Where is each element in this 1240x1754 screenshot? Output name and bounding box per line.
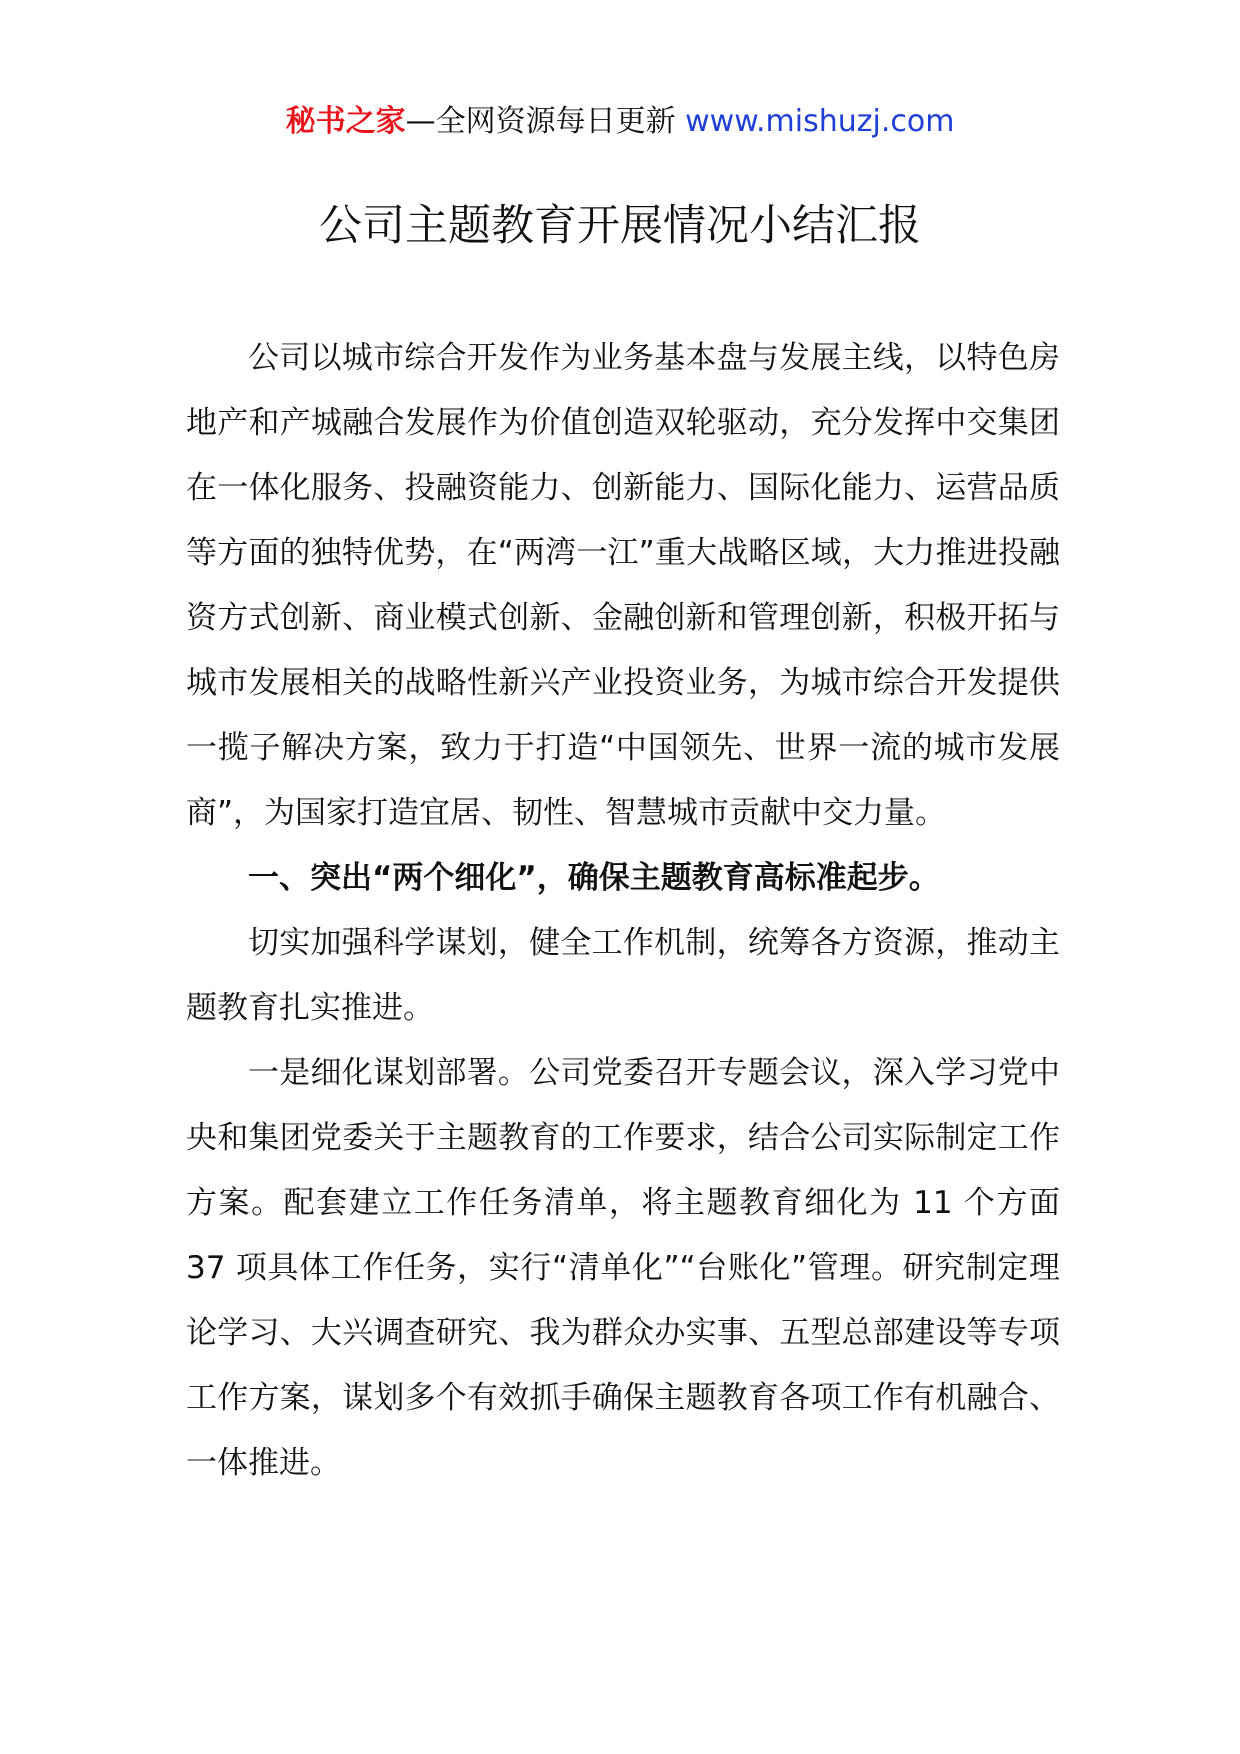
section-1-point-1-paragraph: 一是细化谋划部署。公司党委召开专题会议，深入学习党中央和集团党委关于主题教育的工作要求，结合公司实际制定工作方案。配套建立工作任务清单，将主题教育细化为 11 个方面 37 项具体工作任务，实行“清单化”“台账化”管理。研究制定理论学习、大兴调查研究、我为群众办实事、五型总部建设等专项工作方案，谋划多个有效抓手确保主题教育各项工作有机融合、一体推进。	[186, 1055, 1060, 1481]
intro-paragraph: 公司以城市综合开发作为业务基本盘与发展主线，以特色房地产和产城融合发展作为价值创造双轮驱动，充分发挥中交集团在一体化服务、投融资能力、创新能力、国际化能力、运营品质等方面的独特优势，在“两湾一江”重大战略区域，大力推进投融资方式创新、商业模式创新、金融创新和管理创新，积极开拓与城市发展相关的战略性新兴产业投资业务，为城市综合开发提供一揽子解决方案，致力于打造“中国领先、世界一流的城市发展商”，为国家打造宜居、韧性、智慧城市贡献中交力量。	[186, 340, 1060, 831]
section-1-summary-paragraph: 切实加强科学谋划，健全工作机制，统筹各方资源，推动主题教育扎实推进。	[186, 925, 1060, 1026]
brand-name: 秘书之家	[285, 104, 406, 139]
section-heading-1: 一、突出“两个细化”，确保主题教育高标准起步。	[248, 860, 940, 896]
document-title: 公司主题教育开展情况小结汇报	[319, 201, 921, 251]
site-url-link[interactable]: www.mishuzj.com	[685, 104, 955, 139]
document-body	[186, 326, 1060, 1496]
header-tagline: —全网资源每日更新	[405, 104, 686, 139]
site-header-banner	[0, 100, 1240, 144]
